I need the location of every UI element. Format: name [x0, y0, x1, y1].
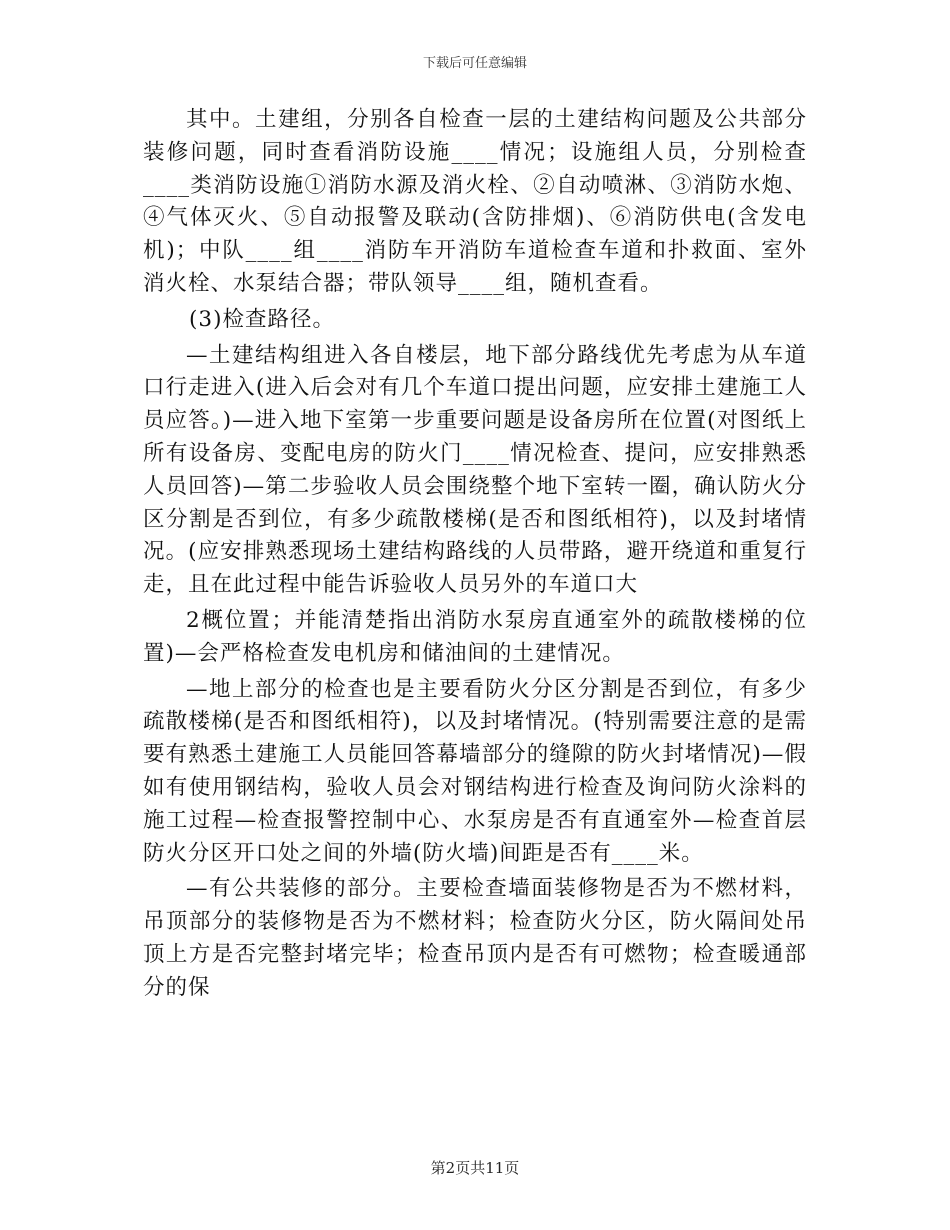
paragraph-public-decoration: —有公共装修的部分。主要检查墙面装修物是否为不燃材料，吊顶部分的装修物是否为不燃材料；检查防火分区，防火隔间处吊顶上方是否完整封堵完毕；检查吊顶内是否有可燃物；检查暖通部分的保	[143, 876, 807, 1000]
paragraph-underground-route: —土建结构组进入各自楼层，地下部分路线优先考虑为从车道口行走进入(进入后会对有几个车道口提出问题，应安排土建施工人员应答。)—进入地下室第一步重要问题是设备房所在位置(对图纸上所有设备房、变配电房的防火门____情况检查、提问，应安排熟悉人员回答)—第二步验收人员会围绕整个地下室转一圈，确认防火分区分割是否到位，有多少疏散楼梯(是否和图纸相符)，以及封堵情况。(应安排熟悉现场土建结构路线的人员带路，避开绕道和重复行走，且在此过程中能告诉验收人员另外的车道口大	[143, 342, 807, 598]
page-number: 第2页共11页	[430, 1159, 520, 1177]
paragraph-above-ground: —地上部分的检查也是主要看防火分区分割是否到位，有多少疏散楼梯(是否和图纸相符)，以及封堵情况。(特别需要注意的是需要有熟悉土建施工人员能回答幕墙部分的缝隙的防火封堵情况)—假如有使用钢结构，验收人员会对钢结构进行检查及询问防火涂料的施工过程—检查报警控制中心、水泵房是否有直通室外—检查首层防火分区开口处之间的外墙(防火墙)间距是否有____米。	[143, 676, 807, 866]
page-header: 下载后可任意编辑	[422, 56, 527, 71]
paragraph-generator-room: 2概位置；并能清楚指出消防水泵房直通室外的疏散楼梯的位置)—会严格检查发电机房和储油间的土建情况。	[143, 607, 807, 666]
document-body	[143, 104, 807, 1005]
paragraph-inspection-path-heading: (3)检查路径。	[189, 306, 335, 332]
paragraph-team-assignments: 其中。土建组，分别各自检查一层的土建结构问题及公共部分装修问题，同时查看消防设施____情况；设施组人员，分别检查____类消防设施①消防水源及消火栓、②自动喷淋、③消防水炮、④气体灭火、⑤自动报警及联动(含防排烟)、⑥消防供电(含发电机)；中队____组____消防车开消防车道检查车道和扑救面、室外消火栓、水泵结合器；带队领导____组，随机查看。	[143, 107, 807, 296]
